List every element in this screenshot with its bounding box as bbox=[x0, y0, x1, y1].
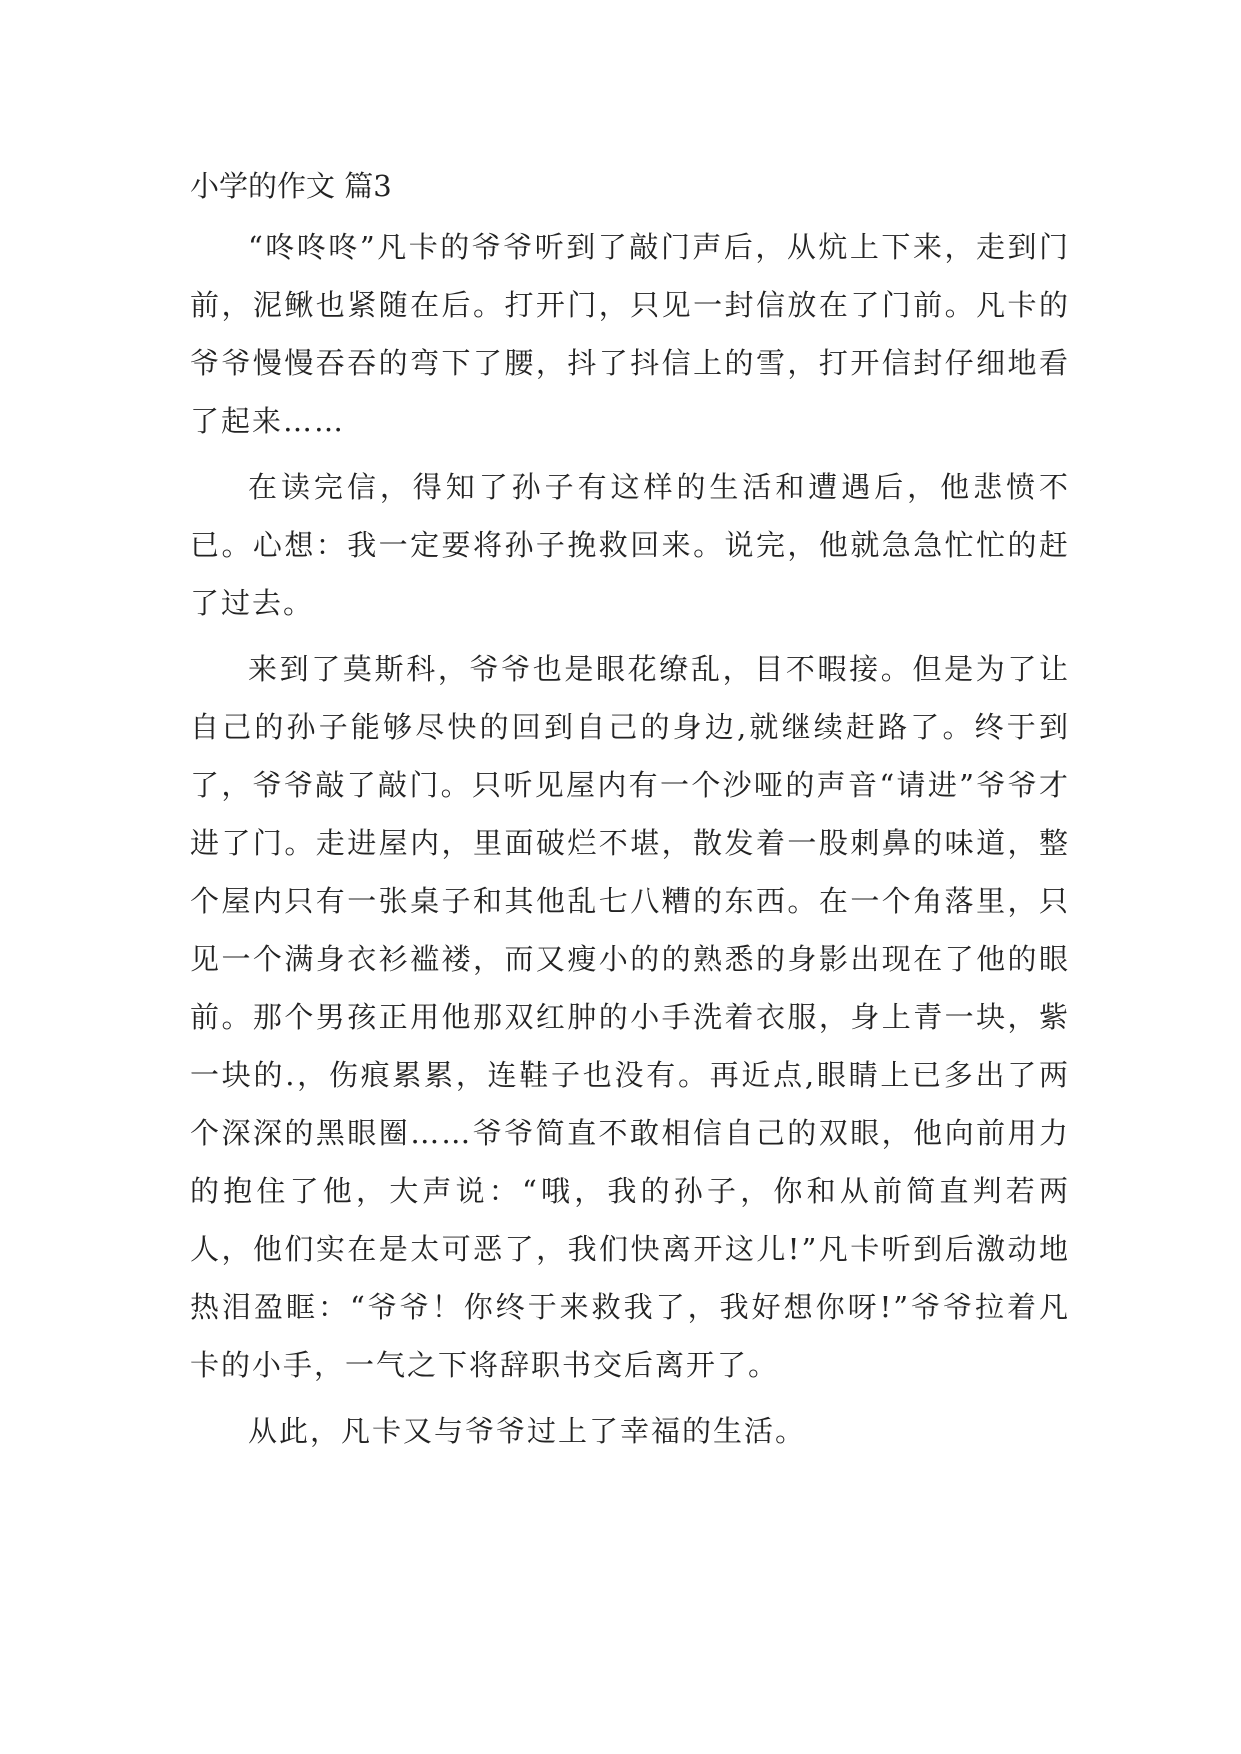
document-body bbox=[190, 162, 1070, 1468]
paragraph-4: 从此，凡卡又与爷爷过上了幸福的生活。 bbox=[248, 1414, 807, 1448]
paragraph-2: 在读完信，得知了孙子有这样的生活和遭遇后，他悲愤不已。心想：我一定要将孙子挽救回来。说完，他就急急忙忙的赶了过去。 bbox=[190, 470, 1070, 620]
paragraph-1: “咚咚咚”凡卡的爷爷听到了敲门声后，从炕上下来，走到门前，泥鳅也紧随在后。打开门，只见一封信放在了门前。凡卡的爷爷慢慢吞吞的弯下了腰，抖了抖信上的雪，打开信封仔细地看了起来…… bbox=[190, 230, 1070, 438]
paragraph-3: 来到了莫斯科，爷爷也是眼花缭乱，目不暇接。但是为了让自己的孙子能够尽快的回到自己的身边,就继续赶路了。终于到了，爷爷敲了敲门。只听见屋内有一个沙哑的声音“请进”爷爷才进了门。走进屋内，里面破烂不堪，散发着一股刺鼻的味道，整个屋内只有一张桌子和其他乱七八糟的东西。在一个角落里，只见一个满身衣衫褴褛，而又瘦小的的熟悉的身影出现在了他的眼前。那个男孩正用他那双红肿的小手洗着衣服，身上青一块，紫一块的.，伤痕累累，连鞋子也没有。再近点,眼睛上已多出了两个深深的黑眼圈……爷爷简直不敢相信自己的双眼，他向前用力的抱住了他，大声说：“哦，我的孙子，你和从前简直判若两人，他们实在是太可恶了，我们快离开这儿!”凡卡听到后激动地热泪盈眶：“爷爷！你终于来救我了，我好想你呀!”爷爷拉着凡卡的小手，一气之下将辞职书交后离开了。 bbox=[190, 652, 1070, 1382]
document-title: 小学的作文 篇3 bbox=[190, 169, 392, 203]
